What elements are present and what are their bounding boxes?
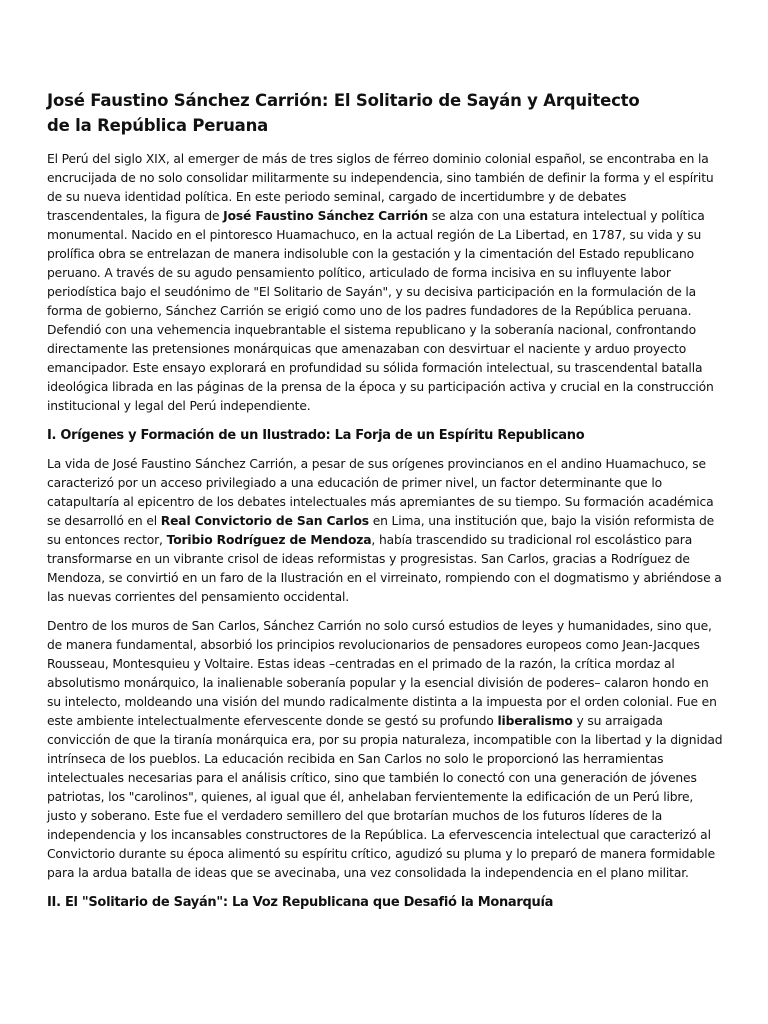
document-page	[47, 88, 723, 922]
s1p1-text-3: , había trascendido su tradicional rol escolástico para transformarse en un vibrante crisol de ideas reformistas y progresistas. San Carlos, gracias a Rodríguez de Mendoza, se convirtió en un faro de la Ilustración en el virreinato, rompiendo con el dogmatismo y abriéndose a las nuevas corrientes del pensamiento occidental.	[47, 533, 722, 604]
document-title	[47, 88, 723, 138]
intro-text-2: se alza con una estatura intelectual y política monumental. Nacido en el pintoresco Huamachuco, en la actual región de La Libertad, en 1787, su vida y su prolífica obra se entrelazan de manera indisoluble con la gestación y la cimentación del Estado republicano peruano. A través de su agudo pensamiento político, articulado de forma incisiva en su influyente labor periodística bajo el seudónimo de "El Solitario de Sayán", y su decisiva participación en la formulación de la forma de gobierno, Sánchez Carrión se erigió como uno de los padres fundadores de la República peruana. Defendió con una vehemencia inquebrantable el sistema republicano y la soberanía nacional, confrontando directamente las pretensiones monárquicas que amenazaban con desvirtuar el naciente y arduo proyecto emancipador. Este ensayo explorará en profundidad su sólida formación intelectual, su trascendental batalla ideológica librada en las páginas de la prensa de la época y su participación activa y crucial en la construcción institucional y legal del Perú independiente.	[47, 209, 714, 413]
s1p1-text-2: en Lima, una institución que, bajo la visión reformista de su entonces rector,	[47, 514, 715, 547]
s1p1-bold-convictorio: Real Convictorio de San Carlos	[160, 514, 369, 528]
intro-bold-name: José Faustino Sánchez Carrión	[223, 209, 428, 223]
s1p2-bold-liberalismo: liberalismo	[497, 714, 573, 728]
s1p2-text-1: Dentro de los muros de San Carlos, Sánchez Carrión no solo cursó estudios de leyes y humanidades, sino que, de manera fundamental, absorbió los principios revolucionarios de pensadores europeos como Jean-Jacques Rousseau, Montesquieu y Voltaire. Estas ideas –centradas en el primado de la razón, la crítica mordaz al absolutismo monárquico, la inalienable soberanía popular y la esencial división de poderes– calaron hondo en su intelecto, moldeando una visión del mundo radicalmente distinta a la impuesta por el orden colonial. Fue en este ambiente intelectualmente efervescente donde se gestó su profundo	[47, 619, 717, 728]
s1p1-text-1: La vida de José Faustino Sánchez Carrión, a pesar de sus orígenes provincianos en el andino Huamachuco, se caracterizó por un acceso privilegiado a una educación de primer nivel, un factor determinante que lo catapultaría al epicentro de los debates intelectuales más apremiantes de su tiempo. Su formación académica se desarrolló en el	[47, 457, 714, 528]
section-1-heading: I. Orígenes y Formación de un Ilustrado: La Forja de un Espíritu Republicano	[47, 428, 585, 443]
section-1-paragraph-2	[47, 617, 723, 883]
section-1-paragraph-1	[47, 455, 723, 607]
section-2-heading: II. El "Solitario de Sayán": La Voz Republicana que Desafió la Monarquía	[47, 895, 554, 910]
intro-paragraph	[47, 150, 723, 416]
title-line-2: de la República Peruana	[47, 116, 269, 135]
title-line-1: José Faustino Sánchez Carrión: El Solitario de Sayán y Arquitecto	[47, 91, 640, 110]
intro-text-1: El Perú del siglo XIX, al emerger de más de tres siglos de férreo dominio colonial español, se encontraba en la encrucijada de no solo consolidar militarmente su independencia, sino también de definir la forma y el espíritu de su nueva identidad política. En este periodo seminal, cargado de incertidumbre y de debates trascendentales, la figura de	[47, 152, 714, 223]
s1p2-text-2: y su arraigada convicción de que la tiranía monárquica era, por su propia naturaleza, incompatible con la libertad y la dignidad intrínseca de los pueblos. La educación recibida en San Carlos no solo le proporcionó las herramientas intelectuales necesarias para el análisis crítico, sino que también lo conectó con una generación de jóvenes patriotas, los "carolinos", quienes, al igual que él, anhelaban fervientemente la edificación de un Perú libre, justo y soberano. Este fue el verdadero semillero del que brotarían muchos de los futuros líderes de la independencia y los incansables constructores de la República. La efervescencia intelectual que caracterizó al Convictorio durante su época alimentó su espíritu crítico, agudizó su pluma y lo preparó de manera formidable para la ardua batalla de ideas que se avecinaba, una vez consolidada la independencia en el plano militar.	[47, 714, 723, 880]
s1p1-bold-rector: Toribio Rodríguez de Mendoza	[166, 533, 372, 547]
